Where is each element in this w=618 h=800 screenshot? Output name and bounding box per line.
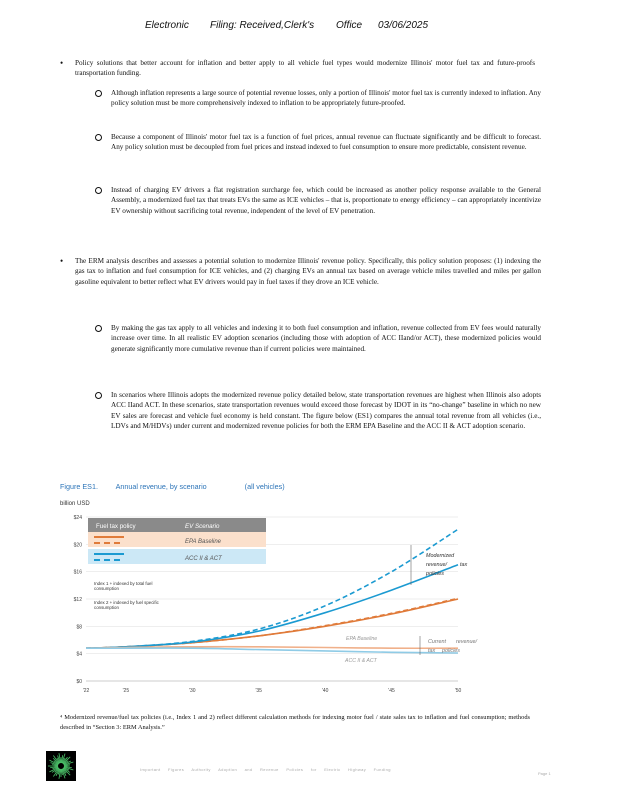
bottom-bar-text: Important Figures Authority Adoption and Revenue Policies for Electric Highway Funding — [140, 767, 391, 772]
x-tick-label: '30 — [189, 688, 196, 694]
annot-current-1: Current — [428, 639, 446, 645]
chart-legend — [88, 518, 266, 616]
revenue-chart — [60, 497, 530, 702]
header-date: 03/06/2025 — [378, 20, 429, 31]
x-tick-label: '50 — [454, 688, 462, 694]
bullet-dot: • — [60, 256, 64, 266]
footnote: ⁴ Modernized revenue/fuel tax policies (i.e., Index 1 and 2) reflect different calculation methods for indexing motor fuel / state sales tax to inflation and fuel consumption; methods described in “Section 3: ERM Analysis.” — [60, 714, 530, 731]
figure-title — [60, 482, 285, 491]
y-tick-label: $24 — [73, 515, 82, 521]
bullet-2-sub-2: In scenarios where Illinois adopts the modernized revenue policy detailed below, state transportation revenues are highest when Illinois also adopts ACC IIand ACT. In these scenarios, state transportation revenues would exceed those forecast by IDOT in its “no-change” baseline in which no new EV sales are forecast and vehicle fuel economy is held constant. The figure below (ES1) compares the annual total revenue from all vehicles (i.e., LDVs and M/HDVs) under current and modernized revenue policies for both the ERM EPA Baseline and the ACC II & ACT adoption scenario. — [111, 391, 541, 431]
legend-label-epa: EPA Baseline — [185, 539, 222, 545]
sub-bullet-circle — [95, 134, 102, 141]
bullet-2-text: The ERM analysis describes and assesses a potential solution to modernize Illinois' revenue policy. Specifically, this policy solution proposes: (1) indexing the gas tax to inflation and fuel consumption for ICE vehicles, and (2) charging EVs an annual tax based on average vehicle miles travelled and miles per gallon gasoline equivalent to better reflect what EV drivers would pay in fuel taxes if they drove an ICE vehicle. — [75, 257, 541, 286]
y-axis-label: billion USD — [60, 501, 90, 507]
y-tick-labels — [74, 515, 83, 685]
figure-label: Figure ES1. — [60, 482, 98, 491]
header-filing: Filing: Received,Clerk's — [210, 20, 315, 31]
x-tick-label: '22 — [82, 688, 90, 694]
annot-current-2: revenue/ — [456, 639, 477, 645]
annot-modernized-1: Modernized — [426, 553, 455, 559]
annot-modernized-3: tax — [460, 562, 468, 568]
sub-bullet-circle — [95, 90, 102, 97]
x-tick-label: '35 — [255, 688, 262, 694]
annot-modernized-4: policies — [426, 571, 444, 577]
page-number: Page 1 — [538, 771, 551, 776]
figure-subtitle: (all vehicles) — [244, 482, 285, 491]
legend-header-fuel-tax: Fuel tax policy — [96, 523, 136, 530]
annot-current-3: tax — [428, 648, 436, 654]
annotation-current — [344, 636, 477, 664]
y-tick-label: $20 — [73, 542, 82, 549]
x-tick-labels — [83, 688, 462, 694]
legend-note-1 — [94, 581, 174, 597]
x-tick-label: '25 — [122, 688, 130, 694]
erm-logo — [46, 751, 76, 781]
y-tick-label: $4 — [76, 651, 82, 658]
annot-epa-label: EPA Baseline — [346, 636, 378, 642]
annot-current-4: policies — [442, 648, 460, 654]
sub-bullet-circle — [95, 325, 102, 332]
legend-note-1-text: Index 1 + indexed by total fuel consumption — [94, 581, 153, 592]
bullet-2-sub-1: By making the gas tax apply to all vehicles and indexing it to both fuel consumption and inflation, revenue collected from EV fees would naturally increase over time. In all realistic EV adoption scenarios (including those with adoption of ACC IIand/or ACT), these modernized policies would generate significantly more cumulative revenue than if current policies were maintained. — [111, 324, 541, 353]
sub-bullet-circle — [95, 187, 102, 194]
x-tick-label: '40 — [321, 688, 329, 694]
legend-label-acc: ACC II & ACT — [185, 556, 222, 562]
y-tick-label: $0 — [76, 679, 82, 685]
bullet-dot: • — [60, 58, 64, 68]
y-tick-label: $8 — [76, 624, 82, 631]
sub-bullet-circle — [95, 392, 102, 399]
x-tick-label: '45 — [388, 688, 395, 694]
bullet-1-sub-1: Although inflation represents a large source of potential revenue losses, only a portion of Illinois' motor fuel tax is currently indexed to inflation. Any policy solution must be more comprehensively indexed to inflation to be appropriately future-proofed. — [111, 89, 541, 108]
legend-header-ev: EV Scenario — [185, 523, 220, 530]
legend-row-acc-bg — [88, 549, 266, 564]
header-electronic: Electronic — [145, 20, 189, 31]
bullet-1-sub-3: Instead of charging EV drivers a flat registration surcharge fee, which could be increased as another policy response available to the General Assembly, a modernized fuel tax that treats EVs the same as ICE vehicles – that is, proportionate to energy efficiency – can appropriately incentivize EV ownership without sacrificing total revenue, independent of the level of EV penetration. — [111, 186, 541, 215]
legend-note-2-text: Index 2 + indexed by fuel specific consumption — [94, 600, 159, 611]
y-tick-label: $16 — [73, 569, 82, 576]
bullet-1-sub-2: Because a component of Illinois' motor fuel tax is a function of fuel prices, annual revenue can fluctuate significantly and be difficult to forecast. Any policy solution must be decoupled from fuel prices and instead indexed to fuel consumption to ensure more predictable, consistent revenue. — [111, 133, 541, 152]
y-tick-label: $12 — [73, 597, 82, 603]
bullet-1-text: Policy solutions that better account for inflation and better apply to all vehicle fuel types would modernize Illinois' motor fuel tax and future-proofs transportation funding. — [75, 59, 535, 78]
annot-modernized-2: revenue/ — [426, 562, 447, 568]
legend-row-epa-bg — [88, 532, 266, 547]
legend-note-2 — [94, 600, 174, 616]
figure-main-title: Annual revenue, by scenario — [115, 482, 207, 491]
annot-acc-label: ACC II & ACT — [345, 658, 377, 664]
header-office: Office — [336, 20, 363, 31]
